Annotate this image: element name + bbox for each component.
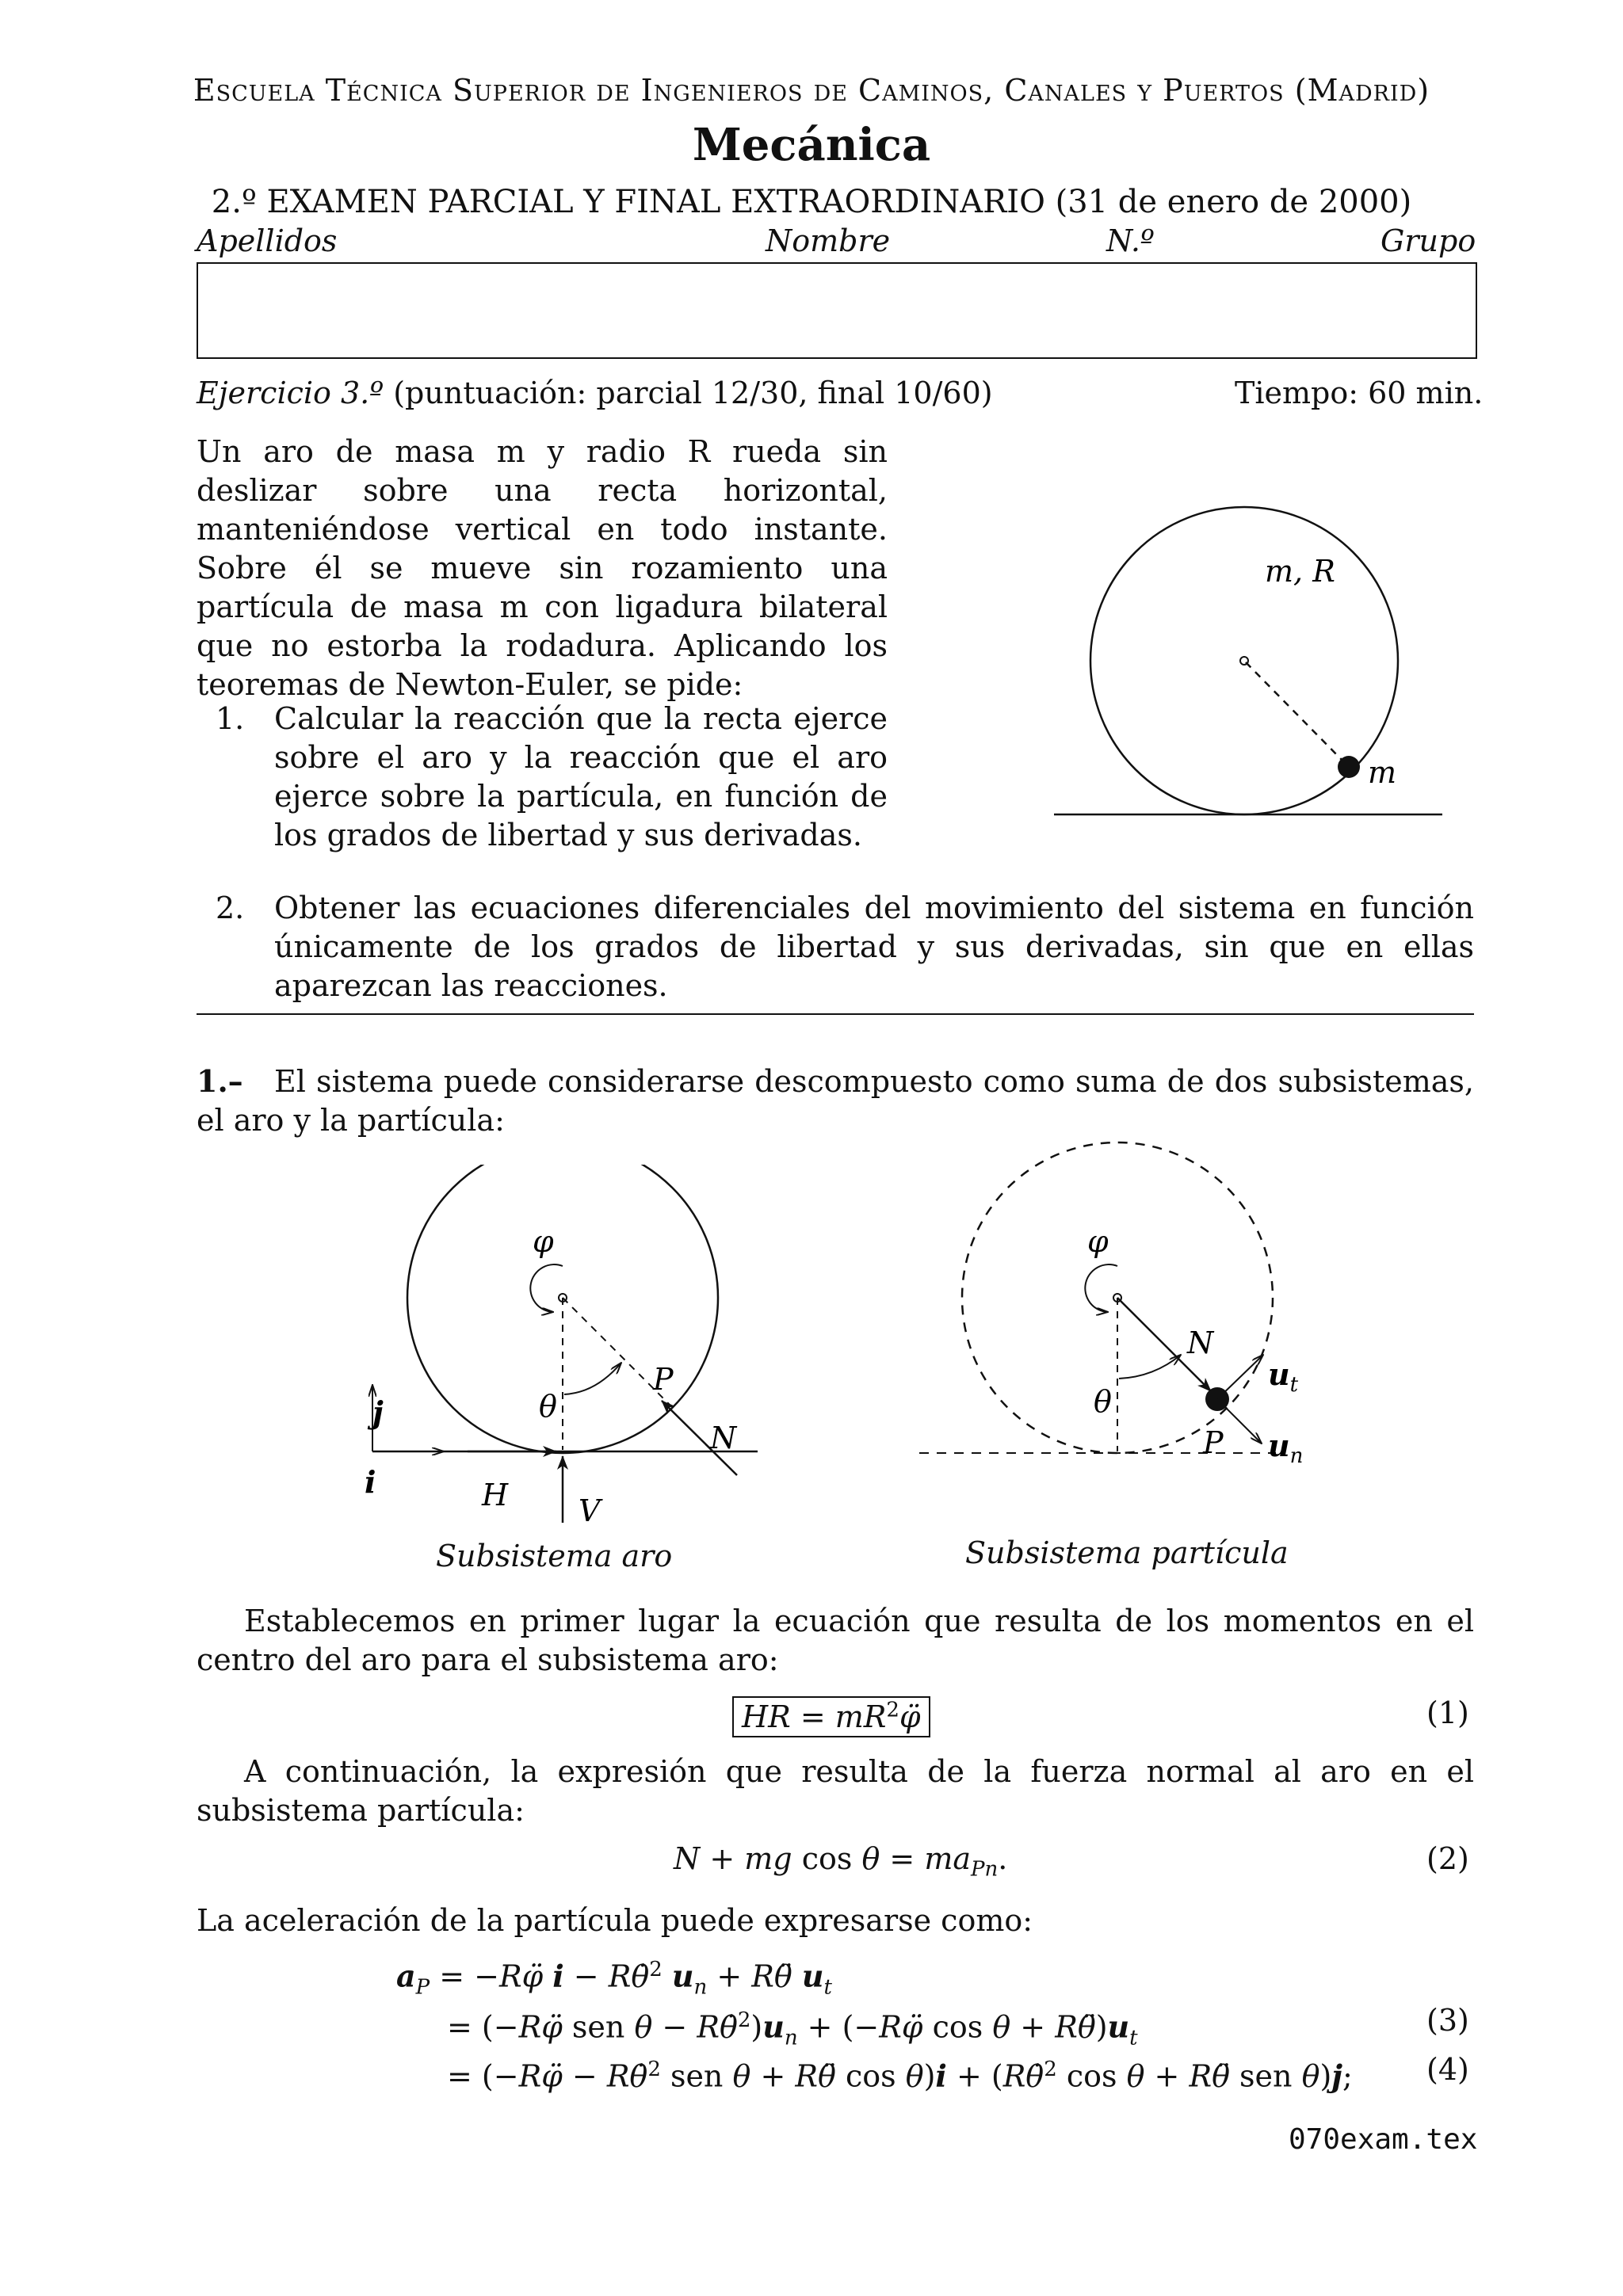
radius-line (1246, 662, 1344, 762)
j-label: j (372, 1394, 384, 1430)
phi-arrow (1085, 1264, 1117, 1312)
i-label: i (365, 1464, 376, 1500)
normal-vector-arrow (1217, 1399, 1262, 1444)
point-P-label: P (1203, 1425, 1224, 1460)
H-label: H (482, 1478, 509, 1512)
statement-figure (1030, 483, 1474, 824)
student-name-box[interactable] (197, 262, 1477, 359)
course-title: Mecánica (692, 119, 931, 171)
hoop-subsystem-figure (349, 1165, 792, 1545)
theta-label: θ (1094, 1384, 1112, 1419)
theta-label: θ (539, 1389, 557, 1424)
equation-2: N + mg $\cos \theta = ma_{Pn}$. (674, 1841, 1008, 1882)
solution-intro: 1.– El sistema puede considerarse descompuesto como suma de dos subsistemas, el aro y la partícula: (197, 1063, 1474, 1138)
caption-hoop-subsystem: Subsistema aro (436, 1539, 673, 1573)
school-name: Escuela Técnica Superior de Ingenieros de Caminos, Canales y Puertos (Madrid) (193, 73, 1430, 108)
equation-acceleration-line-1: $a_P$ = −Rφ̈ i − Rθ̇$^2$ $u_n$ + Rθ̈ $u_t$ (396, 1958, 832, 2000)
un-label: $u_n$ (1268, 1428, 1304, 1468)
equation-1: HR = $mR^2\varphï$ (732, 1691, 930, 1737)
caption-particle-subsystem: Subsistema partícula (965, 1535, 1289, 1570)
exam-title: 2.º EXAMEN PARCIAL Y FINAL EXTRAORDINARIO (31 de enero de 2000) (211, 184, 1412, 220)
equation-3: = (−Rφ̈ sen $\theta - R\thetȧ^2)u_n$ + (−Rφ̈ $\cos \theta + R\thetä)u_t$ (447, 2008, 1138, 2050)
separator-rule (197, 1013, 1474, 1015)
field-label-nombre: Nombre (766, 223, 891, 258)
exercise-label: Ejercicio 3.º (197, 376, 384, 410)
N-label: N (1187, 1325, 1214, 1360)
tangent-vector-arrow (1217, 1355, 1263, 1399)
phi-label: φ (533, 1224, 554, 1259)
exercise-statement: Un aro de masa m y radio R rueda sin deslizar sobre una recta horizontal, manteniéndose vertical en todo instante. Sobre él se mueve sin rozamiento una partícula de masa m con ligadura bilateral que no estorba la rodadura. Aplicando los teoremas de Newton-Euler, se pide: (197, 434, 888, 702)
field-label-grupo: Grupo (1381, 223, 1476, 258)
paragraph-normal-force: A continuación, la expresión que resulta de la fuerza normal al aro en el subsistema partícula: (197, 1754, 1474, 1828)
phi-label: φ (1087, 1224, 1109, 1259)
phi-arrow (530, 1264, 563, 1312)
theta-arc (1119, 1355, 1181, 1379)
field-label-apellidos: Apellidos (197, 223, 338, 258)
exercise-time: Tiempo: 60 min. (1235, 376, 1484, 410)
hoop-label: m, R (1265, 554, 1335, 589)
exercise-item-1: 1. Calcular la reacción que la recta ejerce sobre el aro y la reacción que el aro ejerce sobre la partícula, en función de los grados de libertad y sus derivadas. (216, 701, 888, 852)
paragraph-acceleration: La aceleración de la partícula puede expresarse como: (197, 1903, 1033, 1938)
footer-filename: 070exam.tex (1289, 2123, 1478, 2156)
equation-2-number: (2) (1426, 1841, 1469, 1876)
particle (1338, 756, 1360, 778)
paragraph-moments: Establecemos en primer lugar la ecuación que resulta de los momentos en el centro del aro para el subsistema aro: (197, 1604, 1474, 1677)
equation-1-number: (1) (1426, 1695, 1469, 1730)
theta-arc (564, 1363, 621, 1394)
field-label-numero: N.º (1106, 223, 1155, 258)
particle-subsystem-figure (903, 1125, 1347, 1537)
point-P-label: P (653, 1362, 674, 1397)
ut-label: $u_t$ (1268, 1356, 1299, 1397)
exercise-score: (puntuación: parcial 12/30, final 10/60) (393, 376, 993, 410)
equation-3-number: (3) (1426, 2003, 1469, 2038)
equation-4-number: (4) (1426, 2052, 1469, 2087)
particle-label: m (1368, 755, 1397, 790)
V-label: V (579, 1493, 601, 1528)
equation-4: = (−Rφ̈ − Rθ̇$^2$ sen θ + Rθ̈ cos θ)i + (Rθ̇$^2$ cos θ + Rθ̈ sen θ)j; (447, 2058, 1353, 2094)
exercise-heading (197, 374, 993, 413)
exercise-item-2: 2. Obtener las ecuaciones diferenciales del movimiento del sistema en función únicamente de los grados de libertad y sus derivadas, sin que en ellas aparezcan las reacciones. (216, 891, 1474, 1003)
N-label: N (710, 1421, 737, 1455)
